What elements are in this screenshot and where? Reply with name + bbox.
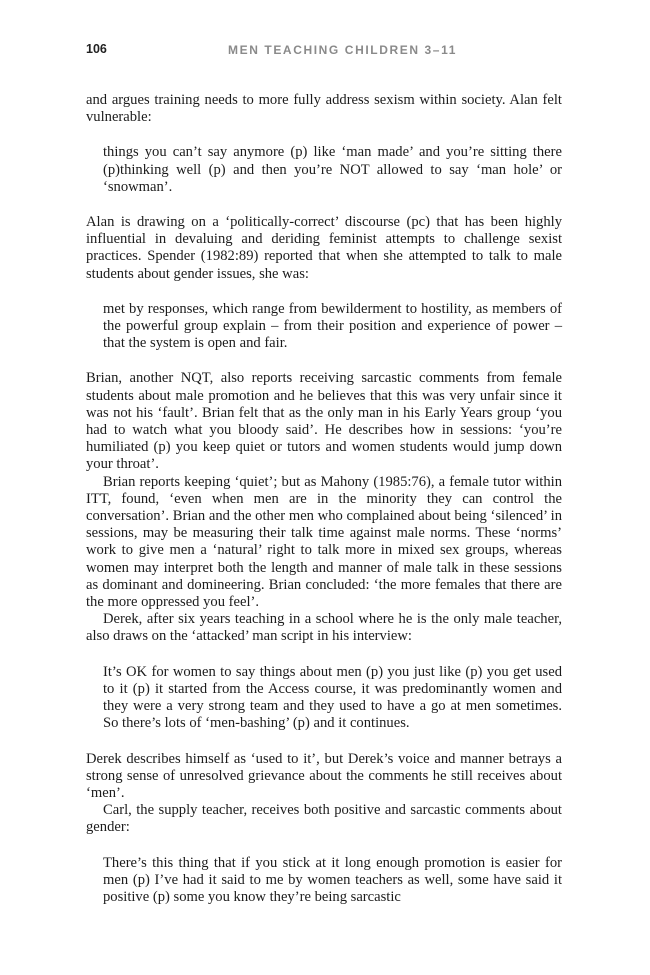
block-quote: There’s this thing that if you stick at it long enough promotion is easier for men (p) I’ve had it said to me by women teachers as well, some have said it positive (p) some you know they’re being sarcastic xyxy=(103,854,562,905)
body-text xyxy=(86,92,562,906)
paragraph: Alan is drawing on a ‘politically-correct’ discourse (pc) that has been highly influential in devaluing and deriding feminist attempts to challenge sexist practices. Spender (1982:89) reported that when she attempted to talk to male students about gender issues, she was: xyxy=(86,214,562,282)
block-quote: things you can’t say anymore (p) like ‘man made’ and you’re sitting there (p)thinking well (p) and then you’re NOT allowed to say ‘man hole’ or ‘snowman’. xyxy=(103,144,562,195)
paragraph: and argues training needs to more fully address sexism within society. Alan felt vulnerable: xyxy=(86,92,562,126)
running-head xyxy=(86,40,562,62)
paragraph: Brian reports keeping ‘quiet’; but as Mahony (1985:76), a female tutor within ITT, found, ‘even when men are in the minority they can control the conversation’. Brian and the other men who complained about being ‘silenced’ in sessions, may be measuring their talk time against male norms. These ‘norms’ work to give men a ‘natural’ right to talk more in mixed sex groups, whereas women may interpret both the length and manner of male talk in these sessions as dominant and domineering. Brian concluded: ‘the more females that there are the more oppressed you feel’. xyxy=(86,473,562,611)
running-title: MEN TEACHING CHILDREN 3–11 xyxy=(228,43,457,57)
block-quote: met by responses, which range from bewilderment to hostility, as members of the powerful group explain – from their position and experience of power – that the system is open and fair. xyxy=(103,300,562,352)
paragraph: Derek describes himself as ‘used to it’, but Derek’s voice and manner betrays a strong sense of unresolved grievance about the comments he still receives about ‘men’. xyxy=(86,750,562,801)
block-quote: It’s OK for women to say things about men (p) you just like (p) you get used to it (p) it started from the Access course, it was predominantly women and they were a very strong team and they used to have a go at men sometimes. So there’s lots of ‘men-bashing’ (p) and it continues. xyxy=(103,663,562,732)
paragraph: Derek, after six years teaching in a school where he is the only male teacher, also draws on the ‘attacked’ man script in his interview: xyxy=(86,611,562,645)
page-number: 106 xyxy=(86,42,107,56)
paragraph: Brian, another NQT, also reports receiving sarcastic comments from female students about male promotion and he believes that this was very unfair since it was not his ‘fault’. Brian felt that as the only man in his Early Years group ‘you had to watch what you bloody said’. He describes how in sessions: ‘you’re humiliated (p) you keep quiet or tutors and women students would jump down your throat’. xyxy=(86,370,562,473)
paragraph: Carl, the supply teacher, receives both positive and sarcastic comments about gender: xyxy=(86,802,562,836)
book-page xyxy=(86,40,562,906)
